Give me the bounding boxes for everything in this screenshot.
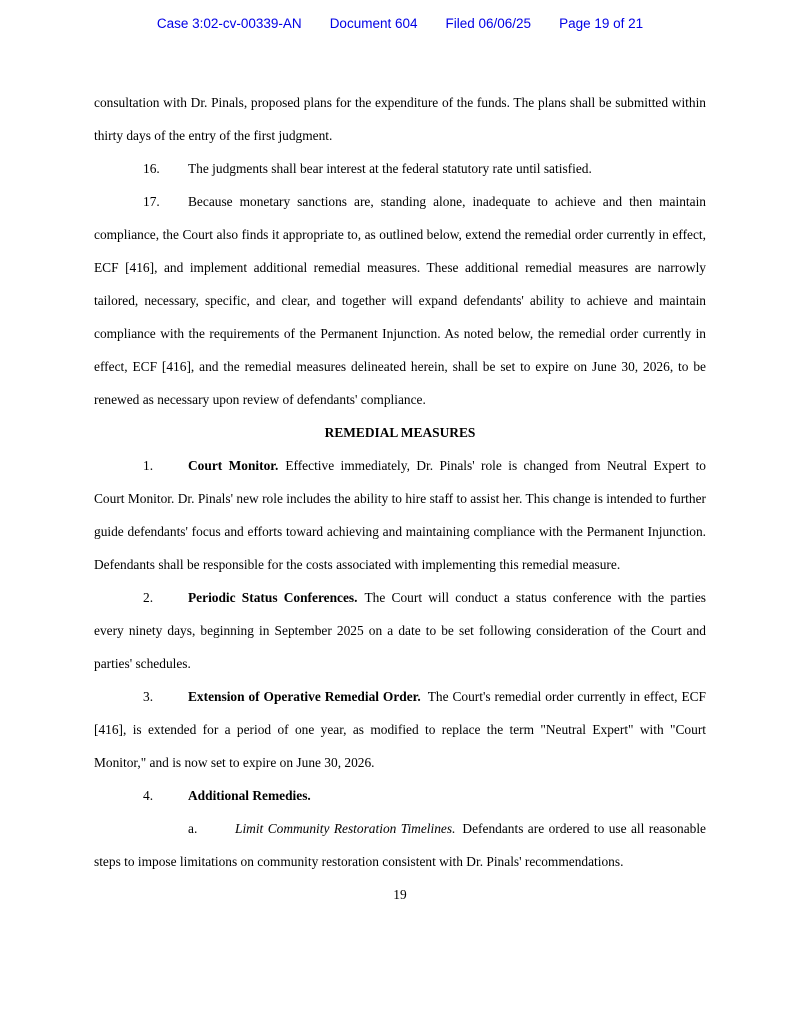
remedial-measure-4 [94,779,706,812]
page-of-pages: Page 19 of 21 [559,16,644,31]
measure-4a-letter: a. [188,821,198,836]
paragraph-16-text: The judgments shall bear interest at the federal statutory rate until satisfied. [188,161,592,176]
measure-4-label: Additional Remedies. [188,788,311,803]
document-body [94,86,706,911]
numbered-paragraph-17 [94,185,706,416]
measure-4-number: 4. [143,788,154,803]
measure-2-text: The Court will conduct a status conference with the parties every ninety days, beginning in September 2025 on a date to be set following consideration of the Court and parties' schedules. [94,590,706,671]
paragraph-16-number: 16. [143,161,160,176]
numbered-paragraph-16 [94,152,706,185]
page-number-text: 19 [393,887,407,902]
paragraph-17-text: Because monetary sanctions are, standing alone, inadequate to achieve and then maintain compliance, the Court also finds it appropriate to, as outlined below, extend the remedial order currently in effect, ECF [416], and implement additional remedial measures. These additional remedial measures are narrowly tailored, necessary, specific, and clear, and together will expand defendants' ability to achieve and maintain compliance with the requirements of the Permanent Injunction. As noted below, the remedial order currently in effect, ECF [416], and the remedial measures delineated herein, shall be set to expire on June 30, 2026, to be renewed as necessary upon review of defendants' compliance. [94,194,706,407]
measure-4a-text: Defendants are ordered to use all reasonable steps to impose limitations on community restoration consistent with Dr. Pinals' recommendations. [94,821,706,869]
section-heading [94,416,706,449]
measure-3-number: 3. [143,689,154,704]
measure-1-label: Court Monitor. [188,458,279,473]
measure-2-label: Periodic Status Conferences. [188,590,358,605]
remedial-measure-2 [94,581,706,680]
remedial-measure-1 [94,449,706,581]
paragraph-17-number: 17. [143,194,160,209]
page-number [94,878,706,911]
measure-4a-label: Limit Community Restoration Timelines. [235,821,456,836]
remedial-measure-4a [94,812,706,878]
section-heading-text: REMEDIAL MEASURES [324,425,476,440]
measure-1-number: 1. [143,458,154,473]
remedial-measure-3 [94,680,706,779]
measure-3-label: Extension of Operative Remedial Order. [188,689,421,704]
ecf-header-stamp [0,0,800,31]
document-number: Document 604 [329,16,418,31]
measure-2-number: 2. [143,590,154,605]
measure-3-text: The Court's remedial order currently in effect, ECF [416], is extended for a period of one year, as modified to replace the term "Neutral Expert" with "Court Monitor," and is now set to expire on June 30, 2026. [94,689,706,770]
measure-1-text: Effective immediately, Dr. Pinals' role is changed from Neutral Expert to Court Monitor. Dr. Pinals' new role includes the ability to hire staff to assist her. This change is intended to further guide defendants' focus and efforts toward achieving and maintaining compliance with the Permanent Injunction. Defendants shall be responsible for the costs associated with implementing this remedial measure. [94,458,707,572]
paragraph-continuation-text: consultation with Dr. Pinals, proposed plans for the expenditure of the funds. The plans shall be submitted within thirty days of the entry of the first judgment. [94,95,706,143]
paragraph-continuation [94,86,706,152]
case-number: Case 3:02-cv-00339-AN [156,16,302,31]
filed-date: Filed 06/06/25 [445,16,532,31]
